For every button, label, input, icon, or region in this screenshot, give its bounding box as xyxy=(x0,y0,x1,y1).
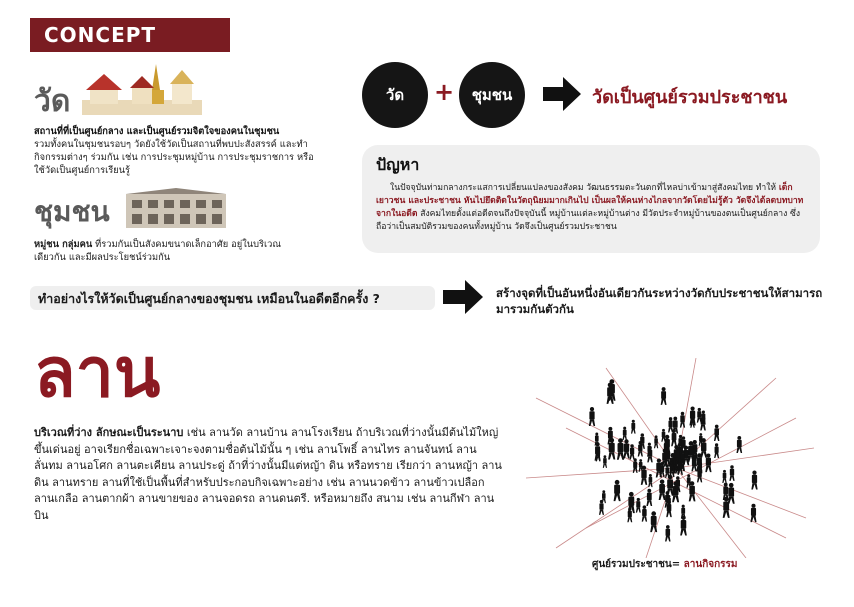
lan-body-text: เช่น ลานวัด ลานบ้าน ลานโรงเรียน ถ้าบริเวณที่ว่างนั้นมีต้นไม้ใหญ่ขึ้นเด่นอยู่ อาจเรียกชื่อเฉพาะเจาะจงตามชื่อต้นไม้นั้น ๆ เช่น ลานโพธิ์ ลานไทร ลานจันทน์ ลานลั่นทม ลานอโศก ลานตะเคียน ลานประดู่ ถ้าที่ว่างนั้นมีแต่หญ้า ดิน หรือทราย เรียกว่า ลานหญ้า ลานดิน ลานทราย ลานที่ใช้เป็นพื้นที่สำหรับประกอบกิจเฉพาะอย่าง เช่น ลานนวดข้าว ลานข้าวเปลือก ลานเกลือ ลานตากผ้า ลานขายของ ลานจอดรถ ลานดนตรี. หรือหมายถึง สนาม เช่น ลานกีฬา ลานบิน xyxy=(34,426,502,522)
wat-title: วัด xyxy=(34,84,71,119)
person-figure xyxy=(729,465,734,481)
person-figure xyxy=(659,479,666,500)
person-figure xyxy=(628,492,635,513)
community-building-illustration xyxy=(126,188,226,228)
person-figure xyxy=(728,483,735,504)
person-figure xyxy=(668,417,673,432)
problem-panel xyxy=(362,145,820,253)
person-figure xyxy=(661,429,665,442)
person-figure xyxy=(589,407,595,426)
crowd-caption-prefix: ศูนย์รวมประชาชน= xyxy=(592,559,684,570)
person-figure xyxy=(680,412,685,428)
person-figure xyxy=(602,490,606,503)
person-figure xyxy=(736,436,742,453)
person-figure xyxy=(722,470,726,483)
answer-text: สร้างจุดที่เป็นอันหนึ่งอันเดียวกันระหว่างวัดกับประชาชนให้สามารถมารวมกันตัวกัน xyxy=(496,286,823,316)
crowd-caption-highlight: ลานกิจกรรม xyxy=(683,559,738,570)
plus-sign: + xyxy=(434,78,455,106)
concept-banner xyxy=(30,18,230,52)
person-figure xyxy=(614,480,621,501)
person-figure xyxy=(599,500,604,515)
arrow-right-icon xyxy=(443,280,483,314)
problem-text xyxy=(376,182,806,234)
wat-body-text: รวมทั้งคนในชุมชนรอบๆ วัดยังใช้วัดเป็นสถานที่พบปะสังสรรค์ และทำกิจกรรมต่างๆ ร่วมกัน เช่น การประชุมหมู่บ้าน การประชุมราชการ หรือใช้วัดเป็นศูนย์การเรียนรู้ xyxy=(34,139,314,176)
problem-text-part-2: สังคมไทยตั้งแต่อดีตจนถึงปัจจุบันนี้ หมู่บ้านแต่ละหมู่บ้านต่าง มีวัดประจำหมู่บ้านของตนเป็นศูนย์กลาง ซึ่งถือว่าเป็นสมบัติรวมของคนทั้งหมู่บ้าน วัดจึงเป็นศูนย์รวมประชาชน xyxy=(376,209,801,232)
question-panel: ทำอย่างไรให้วัดเป็นศูนย์กลางของชุมชน เหมือนในอดีตอีกครั้ง ? xyxy=(30,286,435,310)
lan-lead: บริเวณที่ว่าง ลักษณะเป็นระนาบ xyxy=(34,426,184,439)
person-figure xyxy=(665,525,670,541)
person-figure xyxy=(750,504,756,522)
problem-text-part-1: ในปัจจุบันท่ามกลางกระแสการเปลี่ยนแปลงของสังคม วัฒนธรรมตะวันตกที่ไหลบ่าเข้ามาสู่สังคมไทย ทำให้ xyxy=(390,183,779,193)
person-figure xyxy=(603,455,607,468)
concept-title: CONCEPT xyxy=(44,23,157,47)
community-description xyxy=(34,238,294,264)
person-figure xyxy=(650,511,657,532)
person-figure xyxy=(686,474,691,488)
lan-title: ลาน xyxy=(34,334,161,413)
community-body-text: ที่รวมกันเป็นสังคมขนาดเล็กอาศัย อยู่ในบริเวณเดียวกัน และมีผลประโยชน์ร่วมกัน xyxy=(34,239,282,263)
person-figure xyxy=(646,489,652,506)
crowd-network-illustration xyxy=(526,358,814,558)
lan-description xyxy=(34,425,504,524)
person-figure xyxy=(714,425,719,441)
community-lead: หมู่ชน กลุ่มคน xyxy=(34,239,93,250)
person-figure xyxy=(622,427,627,441)
wat-lead: สถานที่ที่เป็นศูนย์กลาง และเป็นศูนย์รวมจิตใจของคนในชุมชน xyxy=(34,126,280,137)
community-title: ชุมชน xyxy=(34,195,110,228)
person-figure xyxy=(714,443,719,458)
temple-illustration xyxy=(82,60,202,115)
wat-description xyxy=(34,125,314,177)
problem-highlight: เด็ก เยาวชน และประชาชน หันไปยึดติดในวัตถุนิยมมากเกินไป เป็นผลให้คนห่างไกลจากวัดโดยไม่รู้ตัว วัดจึงได้ลดบทบาทจากในอดีต xyxy=(376,183,804,219)
person-figure xyxy=(631,420,636,434)
crowd-caption xyxy=(592,557,738,572)
problem-title: ปัญหา xyxy=(376,155,420,174)
equation-result: วัดเป็นศูนย์รวมประชาชน xyxy=(592,87,788,108)
person-figure xyxy=(751,471,757,490)
person-figure xyxy=(661,387,667,405)
person-figure xyxy=(642,505,647,521)
arrow-right-icon xyxy=(543,77,581,111)
community-circle: ชุมชน xyxy=(459,62,525,128)
wat-circle: วัด xyxy=(362,62,428,128)
